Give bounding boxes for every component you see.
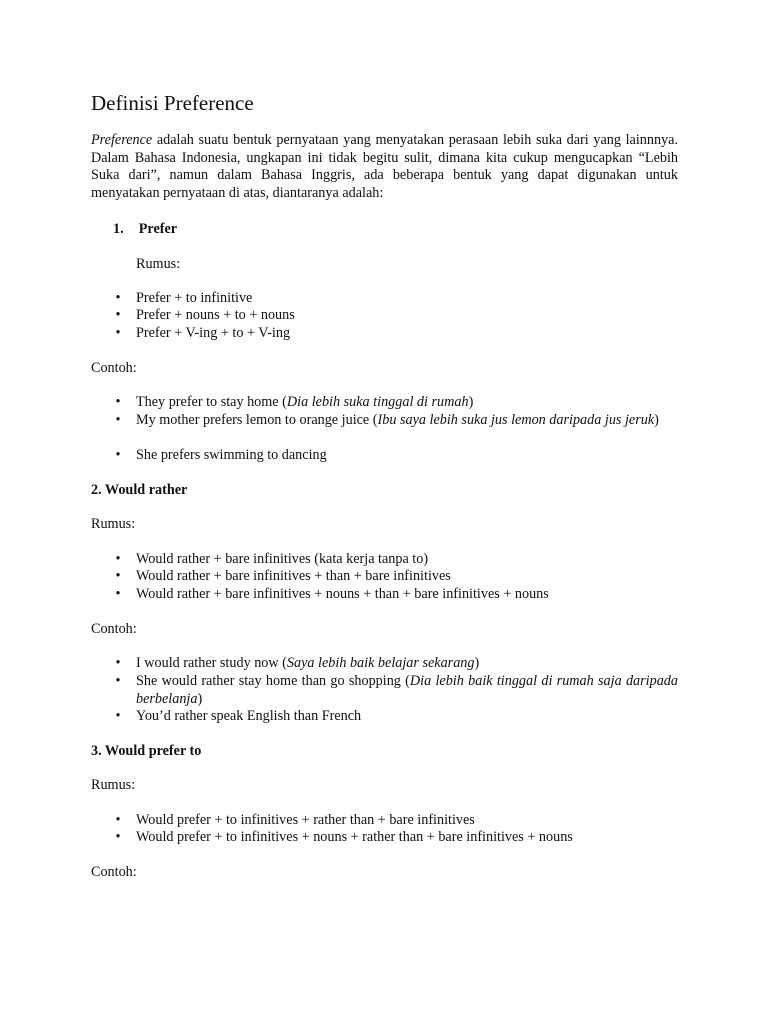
- list-item: • Prefer + V-ing + to + V-ing: [113, 325, 678, 343]
- bullet-glyph: •: [115, 829, 121, 845]
- section3-contoh-label: Contoh:: [91, 864, 137, 880]
- bullet-glyph: •: [115, 568, 121, 584]
- list-item: • My mother prefers lemon to orange juice (Ibu saya lebih suka jus lemon daripada jus jeruk): [113, 412, 678, 430]
- bullet-glyph: •: [115, 655, 121, 671]
- bullet-glyph: •: [115, 812, 121, 828]
- bullet-glyph: •: [115, 325, 121, 341]
- section1-contoh-label: Contoh:: [91, 360, 137, 376]
- section2-heading: 2. Would rather: [91, 482, 188, 498]
- section1-number: 1.: [113, 221, 124, 237]
- list-item: • Would prefer + to infinitives + rather than + bare infinitives: [113, 812, 678, 830]
- list-item: • They prefer to stay home (Dia lebih suka tinggal di rumah): [113, 394, 678, 412]
- bullet-glyph: •: [115, 708, 121, 724]
- section2-rumus-label: Rumus:: [91, 516, 136, 532]
- list-item: • I would rather study now (Saya lebih baik belajar sekarang): [113, 655, 678, 673]
- list-item: • Prefer + to infinitive: [113, 290, 678, 308]
- intro-term: Preference: [91, 132, 153, 148]
- bullet-glyph: •: [115, 447, 121, 463]
- bullet-glyph: •: [115, 551, 121, 567]
- list-item: • Would prefer + to infinitives + nouns + rather than + bare infinitives + nouns: [113, 829, 678, 847]
- list-item: • Prefer + nouns + to + nouns: [113, 307, 678, 325]
- bullet-glyph: •: [115, 394, 121, 410]
- section1-rumus-label: Rumus:: [136, 256, 181, 272]
- document-title: Definisi Preference: [91, 91, 254, 115]
- bullet-glyph: •: [115, 673, 121, 689]
- list-item: • Would rather + bare infinitives + nouns + than + bare infinitives + nouns: [113, 586, 678, 604]
- bullet-glyph: •: [115, 586, 121, 602]
- list-item: • She would rather stay home than go shopping (Dia lebih baik tinggal di rumah saja daripada berbelanja): [113, 673, 678, 708]
- intro-paragraph: [91, 132, 678, 202]
- section3-rumus-label: Rumus:: [91, 777, 136, 793]
- list-item: • Would rather + bare infinitives + than + bare infinitives: [113, 568, 678, 586]
- section2-contoh-label: Contoh:: [91, 621, 137, 637]
- list-item: • She prefers swimming to dancing: [113, 447, 678, 465]
- list-item: • You’d rather speak English than French: [113, 708, 678, 726]
- section3-heading: 3. Would prefer to: [91, 743, 202, 759]
- section1-title: Prefer: [138, 221, 178, 237]
- bullet-glyph: •: [115, 290, 121, 306]
- intro-text: adalah suatu bentuk pernyataan yang menyatakan perasaan lebih suka dari yang lainnnya. Dalam Bahasa Indonesia, ungkapan ini tidak begitu sulit, dimana kita cukup mengucapkan “Lebih Suka dari”, namun dalam Bahasa Inggris, ada beberapa bentuk yang dapat digunakan untuk menyatakan pernyataan di atas, diantaranya adalah:: [91, 132, 678, 201]
- bullet-glyph: •: [115, 412, 121, 428]
- list-item: • Would rather + bare infinitives (kata kerja tanpa to): [113, 551, 678, 569]
- section1-heading: [113, 221, 177, 239]
- bullet-glyph: •: [115, 307, 121, 323]
